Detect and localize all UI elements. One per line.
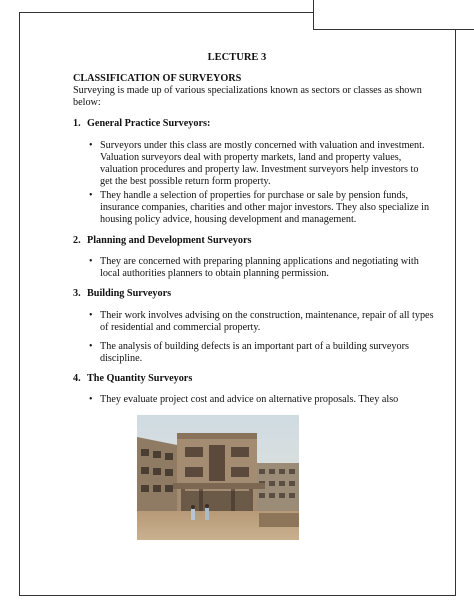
bullet-line: The analysis of building defects is an important part of a building surveyors: [100, 341, 409, 352]
bullet-icon: •: [89, 310, 93, 321]
bullet-line: housing policy advice, housing development and management.: [100, 214, 357, 225]
bullet-line: of residential and commercial property.: [100, 322, 261, 333]
section-title: Building Surveyors: [87, 288, 172, 299]
intro-line: below:: [73, 97, 101, 108]
section-title: General Practice Surveyors:: [87, 118, 211, 129]
bullet-line: They handle a selection of properties for purchase or sale by pension funds,: [100, 190, 409, 201]
section-number: 2.: [73, 235, 81, 246]
bullet-line: get the best possible return form property.: [100, 176, 271, 187]
bullet-line: Valuation surveyors deal with property markets, land and property values,: [100, 152, 402, 163]
section-heading: CLASSIFICATION OF SURVEYORS: [73, 73, 242, 84]
intro-paragraph: [73, 85, 422, 109]
bullet-text: [100, 394, 404, 406]
bullet-icon: •: [89, 190, 93, 201]
bullet-line: discipline.: [100, 353, 143, 364]
bullet-icon: •: [89, 394, 93, 405]
bullet-icon: •: [89, 341, 93, 352]
bullet-text: [100, 140, 425, 188]
bullet-line: Surveyors under this class are mostly concerned with valuation and investment.: [100, 140, 425, 151]
bullet-line: They are concerned with preparing planning applications and negotiating with: [100, 256, 419, 267]
bullet-icon: •: [89, 140, 93, 151]
bullet-line: insurance companies, charities and other major investors. They also specialize in: [100, 202, 430, 213]
bullet-icon: •: [89, 256, 93, 267]
bullet-line: valuation procedures and property law. Investment surveyors help investors to: [100, 164, 419, 175]
section-title: Planning and Development Surveyors: [87, 235, 252, 246]
header-corner-box: [313, 0, 474, 30]
section-number: 1.: [73, 118, 81, 129]
building-photo: [137, 415, 299, 540]
section-title: The Quantity Surveyors: [87, 373, 193, 384]
bullet-line: They evaluate project cost and advice on alternative proposals. They also: [100, 394, 399, 405]
section-number: 4.: [73, 373, 81, 384]
section-number: 3.: [73, 288, 81, 299]
bullet-text: [100, 256, 419, 280]
bullet-line: Their work involves advising on the construction, maintenance, repair of all types: [100, 310, 434, 321]
lecture-title: LECTURE 3: [207, 52, 267, 63]
bullet-text: [100, 310, 434, 334]
bullet-text: [100, 341, 409, 365]
intro-line: Surveying is made up of various specializations known as sectors or classes as shown: [73, 85, 422, 96]
bullet-line: local authorities planners to obtain planning permission.: [100, 268, 329, 279]
bullet-text: [100, 190, 430, 226]
